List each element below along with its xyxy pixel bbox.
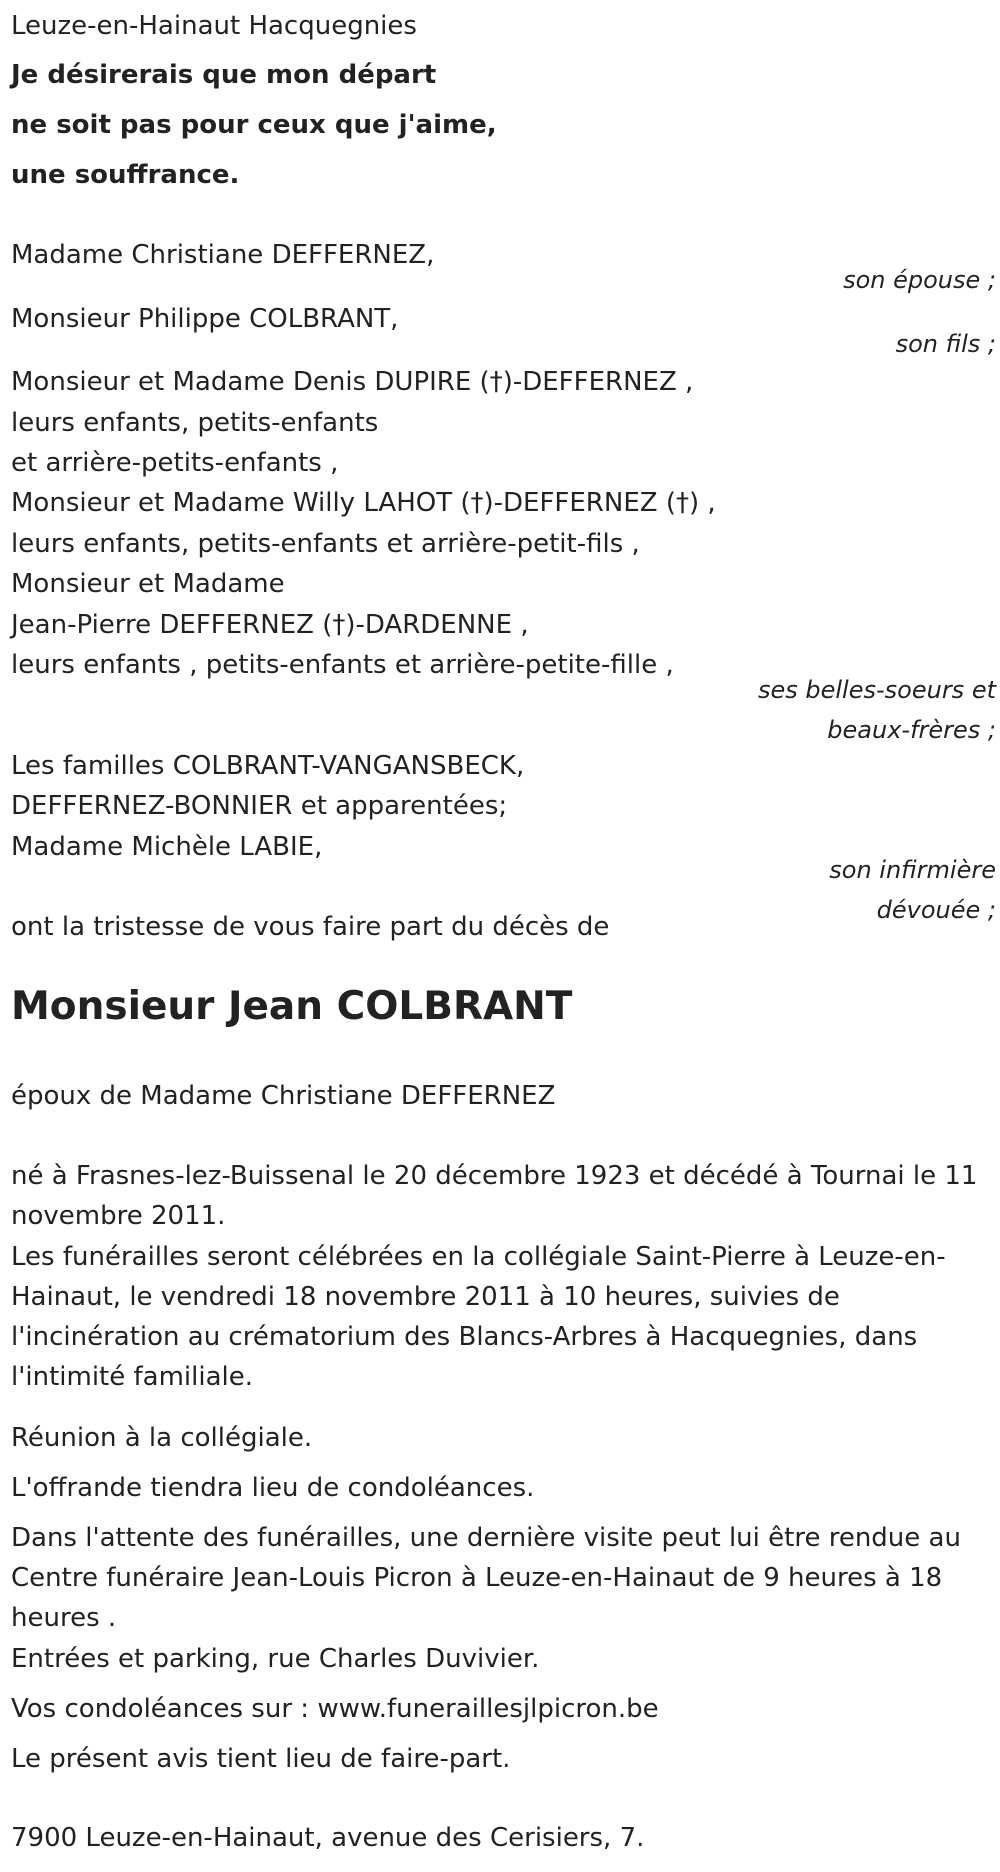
inlaws-line: leurs enfants , petits-enfants et arrière-petite-fille , <box>11 650 674 680</box>
announcement: ont la tristesse de vous faire part du décès de <box>11 912 610 942</box>
inlaws-relation: ses belles-soeurs et <box>757 676 996 704</box>
deceased-name: Monsieur Jean COLBRANT <box>11 984 573 1029</box>
poem-line: ne soit pas pour ceux que j'aime, <box>11 110 497 140</box>
poem-line: une souffrance. <box>11 160 240 190</box>
nurse-relation: son infirmière <box>829 856 996 884</box>
spouse-name: Madame Christiane DEFFERNEZ, <box>11 240 435 270</box>
spouse-relation: son épouse ; <box>843 266 996 294</box>
inlaws-line: Jean-Pierre DEFFERNEZ (†)-DARDENNE , <box>11 610 529 640</box>
offering-paragraph: L'offrande tiendra lieu de condoléances. <box>11 1473 535 1503</box>
death-notice <box>11 0 996 1872</box>
nurse-relation: dévouée ; <box>876 896 996 924</box>
notice-paragraph: Le présent avis tient lieu de faire-part. <box>11 1744 511 1774</box>
son-name: Monsieur Philippe COLBRANT, <box>11 304 399 334</box>
inlaws-line: Monsieur et Madame Denis DUPIRE (†)-DEFFERNEZ , <box>11 367 694 397</box>
address: 7900 Leuze-en-Hainaut, avenue des Cerisiers, 7. <box>11 1823 645 1853</box>
visit-paragraph: Dans l'attente des funérailles, une dernière visite peut lui être rendue au Centre funéraire Jean-Louis Picron à Leuze-en-Hainaut de 9 heures à 18 heures . <box>11 1523 961 1633</box>
parking-paragraph: Entrées et parking, rue Charles Duvivier. <box>11 1644 540 1674</box>
poem-line: Je désirerais que mon départ <box>11 60 437 90</box>
funeral-paragraph: Les funérailles seront célébrées en la collégiale Saint-Pierre à Leuze-en-Hainaut, le vendredi 18 novembre 2011 à 10 heures, suivies de l'incinération au crématorium des Blancs-Arbres à Hacquegnies, dans l'intimité familiale. <box>11 1242 946 1392</box>
families-line: DEFFERNEZ-BONNIER et apparentées; <box>11 791 508 821</box>
inlaws-line: Monsieur et Madame <box>11 569 285 599</box>
inlaws-line: leurs enfants, petits-enfants et arrière-petit-fils , <box>11 529 640 559</box>
families-line: Les familles COLBRANT-VANGANSBECK, <box>11 751 525 781</box>
deceased-spouse: époux de Madame Christiane DEFFERNEZ <box>11 1081 556 1111</box>
birth-death-paragraph: né à Frasnes-lez-Buissenal le 20 décembre 1923 et décédé à Tournai le 11 novembre 2011. <box>11 1161 978 1231</box>
inlaws-line: leurs enfants, petits-enfants <box>11 408 379 438</box>
inlaws-relation: beaux-frères ; <box>827 716 996 744</box>
meeting-paragraph: Réunion à la collégiale. <box>11 1423 313 1453</box>
inlaws-line: et arrière-petits-enfants , <box>11 448 339 478</box>
inlaws-line: Monsieur et Madame Willy LAHOT (†)-DEFFERNEZ (†) , <box>11 488 716 518</box>
families-line: Madame Michèle LABIE, <box>11 832 323 862</box>
condolences-paragraph: Vos condoléances sur : www.funeraillesjlpicron.be <box>11 1694 659 1724</box>
son-relation: son fils ; <box>895 330 996 358</box>
location-header: Leuze-en-Hainaut Hacquegnies <box>11 11 417 41</box>
